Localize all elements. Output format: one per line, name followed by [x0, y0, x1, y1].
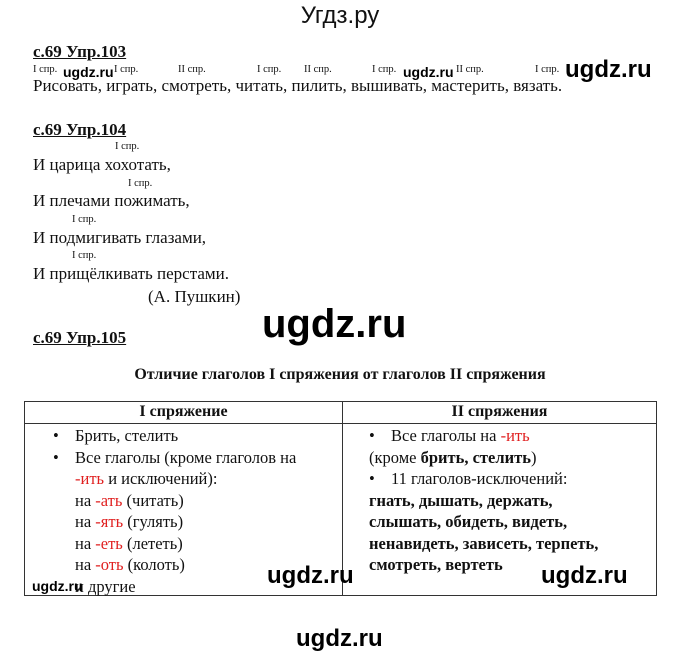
ex104-mark: I спр. [72, 214, 97, 225]
ex103-mark: I спр. [114, 64, 139, 75]
watermark: ugdz.ru [63, 64, 114, 80]
watermark: ugdz.ru [565, 56, 652, 83]
bullet-icon: • [53, 426, 59, 445]
ex103-mark: I спр. [535, 64, 560, 75]
ex103-heading: с.69 Упр.103 [33, 42, 127, 61]
watermark: ugdz.ru [541, 562, 628, 589]
ex104-line: И плечами пожимать, [33, 191, 190, 210]
ex104-line: И прищёлкивать перстами. [33, 264, 230, 283]
ex103-mark: I спр. [372, 64, 397, 75]
watermark: ugdz.ru [262, 302, 407, 346]
bullet-icon: • [369, 426, 375, 445]
col2-content: • Все глаголы на -ить (кроме брить, стелить) • 11 глаголов-исключений: гнать, дышать, держать, слышать, обидеть, видеть, ненавидеть, зависеть, терпеть, смотреть, вертеть [369, 426, 599, 574]
ex103-line: Рисовать, играть, смотреть, читать, пилить, вышивать, мастерить, вязать. [33, 76, 563, 95]
watermark: ugdz.ru [267, 562, 354, 589]
col1-header: I спряжение [139, 403, 228, 420]
ex104-author: (А. Пушкин) [148, 287, 241, 306]
bullet-icon: • [53, 447, 59, 467]
site-title: Угдз.ру [300, 2, 380, 29]
ex103-mark: II спр. [456, 64, 484, 75]
ex103-mark: I спр. [33, 64, 58, 75]
watermark: ugdz.ru [403, 64, 454, 80]
ex105-heading: с.69 Упр.105 [33, 328, 127, 347]
ex104-heading: с.69 Упр.104 [33, 120, 127, 139]
ex104-mark: I спр. [115, 141, 140, 152]
ex103-mark: I спр. [257, 64, 282, 75]
table-header-rule [25, 423, 656, 424]
table-title: Отличие глаголов I спряжения от глаголов II спряжения [134, 366, 546, 383]
ex104-mark: I спр. [128, 178, 153, 189]
watermark: ugdz.ru [32, 578, 83, 594]
ex104-mark: I спр. [72, 250, 97, 261]
col1-content: • Брить, стелить • Все глаголы (кроме глаголов на -ить и исключений): на -ать (читать) на -ять (гулять) на -еть (лететь) на -оть (колоть) и другие [53, 426, 297, 596]
ex103-mark: II спр. [304, 64, 332, 75]
col2-header: II спряжения [451, 403, 548, 420]
bullet-icon: • [369, 469, 375, 488]
ex104-line: И царица хохотать, [33, 155, 171, 174]
ex104-line: И подмигивать глазами, [33, 228, 207, 247]
watermark: ugdz.ru [296, 625, 383, 652]
ex103-mark: II спр. [178, 64, 206, 75]
